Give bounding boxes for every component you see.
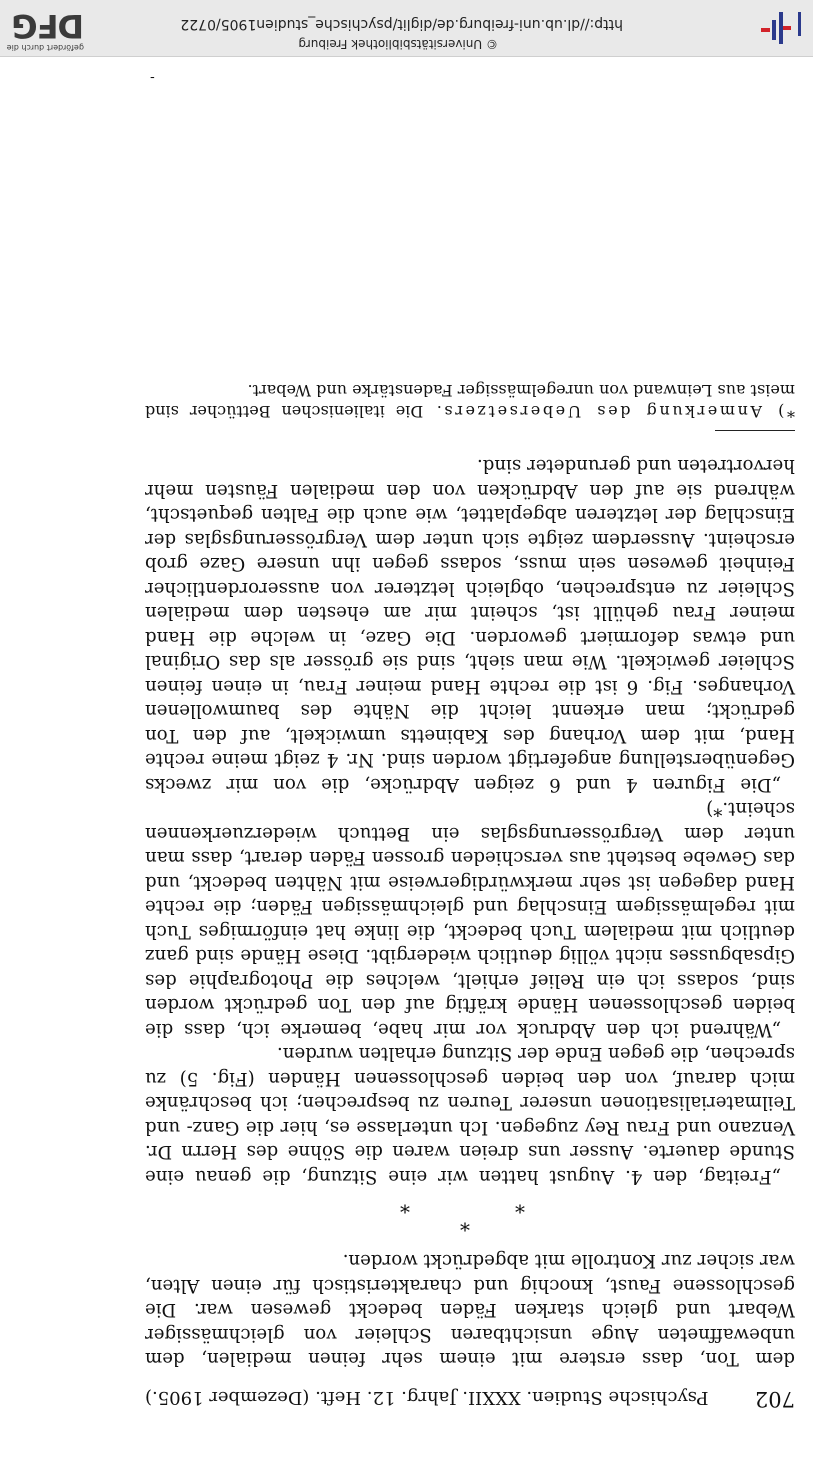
ub-freiburg-logo-icon — [759, 6, 803, 50]
paragraph-4: „Die Figuren 4 und 6 zeigen Abdrücke, die von mir zwecks Gegenüberstellung angefertigt worden sind. Nr. 4 zeigt meine rechte Hand, mit dem Vorhang des Kabinetts umwickelt, auf den Ton gedrückt; man erkennt leicht die Nähte des baumwollenen Vorhanges. Fig. 6 ist die rechte Hand meiner Frau, in einen feinen Schleier gewickelt. Wie man sieht, sind sie grösser als das Original und etwas deformiert geworden. Die Gaze, in welche die Hand meiner Frau gehüllt ist, scheint mir am ehesten dem medialen Schleier zu entsprechen, obgleich letzterer von ausserordentlicher Feinheit gewesen sein muss, sodass gegen ihn unsere Gaze grob erscheint. Ausserdem zeigte sich unter dem Vergrösserungsglas der Einschlag der letzteren abgeplattet, wie auch die Falten gequetscht, während sie auf den Abdrücken von den medialen Fäusten mehr hervortreten und gerundeter sind. — [145, 455, 795, 795]
scan-text-block — [145, 380, 795, 1411]
asterisk: * — [400, 1194, 410, 1218]
dfg-logo-text: DFG — [12, 7, 84, 45]
footnote — [145, 380, 795, 422]
footnote-lead: *) Anmerkung des Uebersetzers. — [434, 402, 795, 421]
paragraph-2: „Freitag, den 4. August hatten wir eine Sitzung, die genau eine Stunde dauerte. Ausser uns dreien waren die Söhne des Herrn Dr. Venzano und Frau Rey zugegen. Ich unterlasse es, hier die Ganz- und Teilmaterialisationen unserer Teuren zu besprechen; ich beschränke mich darauf, von den beiden geschlossenen Händen (Fig. 5) zu sprechen, die gegen Ende der Sitzung erhalten wurden. — [145, 1043, 795, 1187]
stray-mark: - — [150, 70, 155, 86]
section-break — [145, 1192, 795, 1242]
asterisk: * — [460, 1212, 470, 1236]
dfg-subtitle: gefördert durch die — [6, 43, 84, 52]
paragraph-1: dem Ton, dass erstere mit einem sehr feinen medialen, dem unbewaffneten Auge unsichtbaren Schleier von gleichmässiger Webart und gleich starken Fäden bedeckt gewesen war. Die geschlossene Faust, knochig und charakteristisch für einen Alten, war sicher zur Kontrolle mit abgedrückt worden. — [145, 1250, 795, 1370]
dfg-logo — [0, 6, 90, 52]
page-header — [145, 1385, 795, 1412]
footnote-text: Die italienischen Bettücher sind meist aus Leinwand von unregelmässiger Fadenstärke und Webart. — [145, 381, 795, 421]
asterisk: * — [515, 1194, 525, 1218]
footnote-rule — [715, 430, 795, 431]
copyright-text: © Universitätsbibliothek Freiburg — [298, 37, 498, 51]
paragraph-3: „Während ich den Abdruck vor mir habe, bemerke ich, dass die beiden geschlossenen Hände kräftig auf den Ton gedrückt worden sind, sodass ich ein Relief erhielt, welches die Photographie des Gipsabgusses nicht völlig deutlich wiedergibt. Diese Hände sind ganz deutlich mit medialem Tuch bedeckt, die linke hat einförmiges Tuch mit regelmässigem Einschlag und gleichmässigen Fäden; die rechte Hand dagegen ist sehr merkwürdigerweise mit Nähten bedeckt, und das Gewebe besteht aus verschieden grossen Fäden derart, dass man unter dem Vergrösserungsglas ein Bettuch wiederzuerkennen scheint.*) — [145, 798, 795, 1040]
permalink-url[interactable]: http://dl.ub.uni-freiburg.de/diglit/psychische_studien1905/0722 — [180, 16, 623, 32]
running-title: Psychische Studien. XXXII. Jahrg. 12. Heft. (Dezember 1905.) — [145, 1387, 709, 1408]
viewer-banner — [0, 0, 813, 57]
page-number: 702 — [754, 1387, 795, 1411]
